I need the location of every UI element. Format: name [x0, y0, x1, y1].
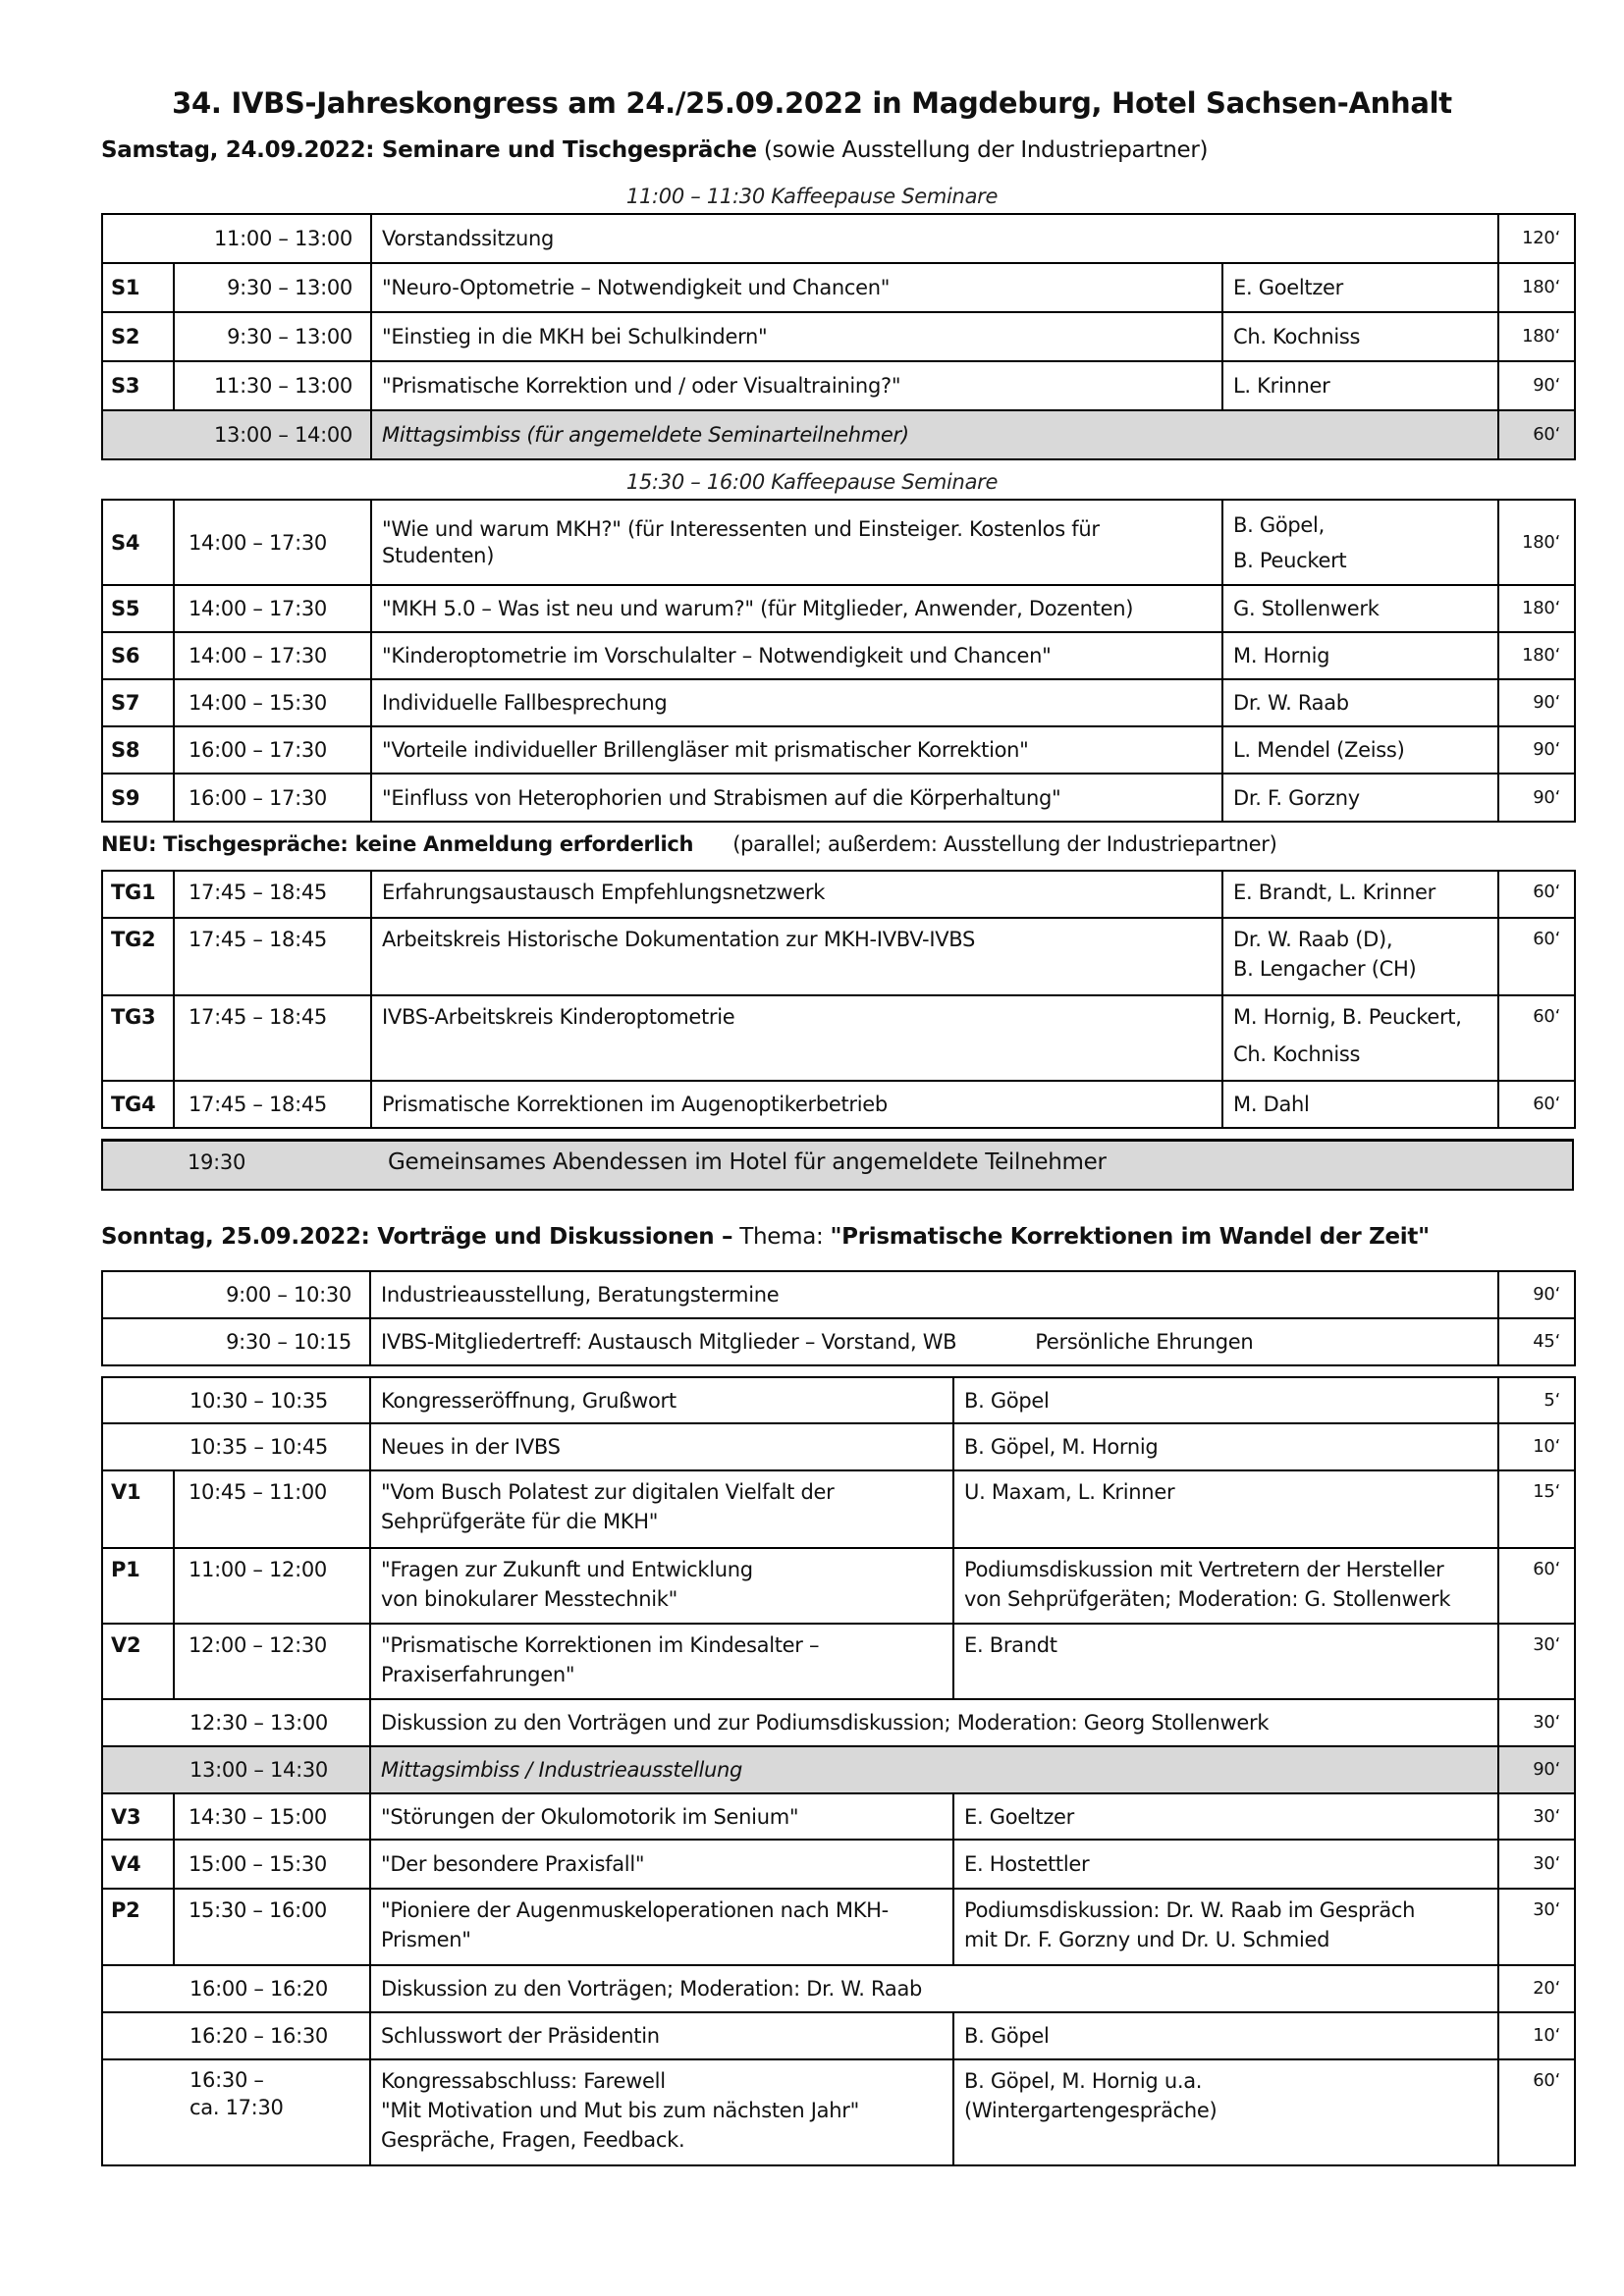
table-talks-table: [101, 870, 1576, 1129]
session-code: S8: [102, 726, 174, 774]
duration-cell: 180‘: [1498, 585, 1575, 632]
speaker-cell: G. Stollenwerk: [1222, 585, 1498, 632]
time-cell: 9:30 – 13:00: [174, 312, 371, 361]
speaker-line: von Sehprüfgeräten; Moderation: G. Stollenwerk: [964, 1587, 1451, 1611]
table-row-lunch: [102, 410, 1575, 459]
time-cell: 9:00 – 10:30: [102, 1271, 370, 1318]
table-row: [102, 1423, 1575, 1470]
time-cell: 16:00 – 17:30: [174, 726, 371, 774]
title-cell: Industrieausstellung, Beratungstermine: [370, 1271, 1498, 1318]
speaker-line: B. Peuckert: [1233, 548, 1347, 572]
duration-cell: 5‘: [1498, 1377, 1575, 1423]
title-line: Sehprüfgeräte für die MKH": [381, 1510, 659, 1533]
speaker-cell: [1222, 1081, 1498, 1128]
sunday-heading-theme: "Prismatische Korrektionen im Wandel der Zeit": [830, 1224, 1430, 1250]
time-cell: 16:20 – 16:30: [102, 2012, 370, 2059]
title-cell: [370, 1470, 953, 1548]
duration-cell: 180‘: [1498, 263, 1575, 312]
table-row: [102, 726, 1575, 774]
sunday-heading: [101, 1224, 1430, 1250]
table-row: [102, 500, 1575, 585]
time-cell: 14:30 – 15:00: [174, 1793, 370, 1840]
title-line: Kongressabschluss: Farewell: [381, 2069, 666, 2093]
time-cell: 16:00 – 17:30: [174, 774, 371, 822]
table-row: [102, 2059, 1575, 2165]
speaker-cell: [1222, 995, 1498, 1081]
title-cell: Vorstandssitzung: [371, 214, 1498, 263]
speaker-cell: Dr. W. Raab: [1222, 679, 1498, 726]
session-code: TG4: [102, 1081, 174, 1128]
title-line: "Fragen zur Zukunft und Entwicklung: [381, 1558, 753, 1581]
time-cell: 12:30 – 13:00: [102, 1699, 370, 1746]
time-cell: 9:30 – 10:15: [102, 1318, 370, 1365]
speaker-line: Podiumsdiskussion: Dr. W. Raab im Gespräch: [964, 1898, 1416, 1922]
session-code: S3: [102, 361, 174, 410]
speaker-line: mit Dr. F. Gorzny und Dr. U. Schmied: [964, 1928, 1330, 1951]
speaker-cell: [953, 2059, 1498, 2165]
duration-cell: 30‘: [1498, 1889, 1575, 1965]
title-cell: "Der besondere Praxisfall": [370, 1840, 953, 1889]
title-cell: Prismatische Korrektionen im Augenoptikerbetrieb: [371, 1081, 1222, 1128]
table-talks-heading: [101, 832, 1277, 856]
time-cell: 14:00 – 17:30: [174, 632, 371, 679]
session-code: S4: [102, 500, 174, 585]
time-line: 16:30 –: [189, 2068, 264, 2092]
speaker-cell: M. Hornig: [1222, 632, 1498, 679]
session-code: S6: [102, 632, 174, 679]
title-cell: "Neuro-Optometrie – Notwendigkeit und Chancen": [371, 263, 1222, 312]
time-cell: 10:45 – 11:00: [174, 1470, 370, 1548]
speaker-cell: Dr. F. Gorzny: [1222, 774, 1498, 822]
speaker-line: Dr. W. Raab (D),: [1233, 928, 1393, 951]
duration-cell: 30‘: [1498, 1793, 1575, 1840]
speaker-cell: [1222, 871, 1498, 918]
time-cell: 17:45 – 18:45: [174, 871, 371, 918]
table-row: [102, 2012, 1575, 2059]
duration-cell: 90‘: [1498, 361, 1575, 410]
table-row: [102, 1081, 1575, 1128]
time-cell: 14:00 – 15:30: [174, 679, 371, 726]
duration-cell: 60‘: [1498, 1548, 1575, 1624]
title-line: "Pioniere der Augenmuskeloperationen nach MKH-: [381, 1898, 889, 1922]
time-cell: 15:30 – 16:00: [174, 1889, 370, 1965]
title-cell: Erfahrungsaustausch Empfehlungsnetzwerk: [371, 871, 1222, 918]
time-cell: 12:00 – 12:30: [174, 1624, 370, 1699]
time-cell: 14:00 – 17:30: [174, 500, 371, 585]
title-cell: "MKH 5.0 – Was ist neu und warum?" (für Mitglieder, Anwender, Dozenten): [371, 585, 1222, 632]
table-row: [102, 1840, 1575, 1889]
table-row: [102, 1470, 1575, 1548]
title-line: Praxiserfahrungen": [381, 1663, 575, 1686]
saturday-seminar-table-2: [101, 499, 1576, 823]
title-cell: "Prismatische Korrektion und / oder Visualtraining?": [371, 361, 1222, 410]
table-row: [102, 1271, 1575, 1318]
sunday-morning-table: [101, 1270, 1576, 1366]
title-cell: Kongresseröffnung, Grußwort: [370, 1377, 953, 1423]
speaker-cell: B. Göpel, M. Hornig: [953, 1423, 1498, 1470]
speaker-line: B. Göpel,: [1233, 512, 1325, 537]
time-cell: 11:00 – 13:00: [102, 214, 371, 263]
duration-cell: 30‘: [1498, 1840, 1575, 1889]
session-code: TG2: [102, 918, 174, 995]
table-row: [102, 1699, 1575, 1746]
saturday-seminar-table-1: [101, 213, 1576, 460]
session-code: TG1: [102, 871, 174, 918]
speaker-cell: E. Hostettler: [953, 1840, 1498, 1889]
duration-cell: 90‘: [1498, 1746, 1575, 1793]
session-code: V3: [102, 1793, 174, 1840]
title-cell: [370, 1624, 953, 1699]
table-row: [102, 361, 1575, 410]
duration-cell: 10‘: [1498, 1423, 1575, 1470]
duration-cell: 90‘: [1498, 679, 1575, 726]
speaker-cell: Ch. Kochniss: [1222, 312, 1498, 361]
title-line: "Vom Busch Polatest zur digitalen Vielfalt der: [381, 1480, 835, 1504]
title-cell: Neues in der IVBS: [370, 1423, 953, 1470]
time-cell: 10:30 – 10:35: [102, 1377, 370, 1423]
speaker-line: Ch. Kochniss: [1233, 1042, 1361, 1066]
title-cell: [370, 2059, 953, 2165]
title-cell: Diskussion zu den Vorträgen und zur Podiumsdiskussion; Moderation: Georg Stollenwerk: [370, 1699, 1498, 1746]
duration-cell: 30‘: [1498, 1699, 1575, 1746]
table-row: [102, 632, 1575, 679]
title-cell: Individuelle Fallbesprechung: [371, 679, 1222, 726]
speaker-line: M. Hornig, B. Peuckert,: [1233, 1005, 1462, 1029]
time-line: ca. 17:30: [189, 2096, 284, 2119]
title-cell: Mittagsimbiss / Industrieausstellung: [370, 1746, 1498, 1793]
table-row: [102, 1624, 1575, 1699]
table-row: [102, 1793, 1575, 1840]
time-cell: 17:45 – 18:45: [174, 995, 371, 1081]
duration-cell: 60‘: [1498, 1081, 1575, 1128]
time-cell: 11:00 – 12:00: [174, 1548, 370, 1624]
duration-cell: 10‘: [1498, 2012, 1575, 2059]
table-row: [102, 1548, 1575, 1624]
dinner-title: Gemeinsames Abendessen im Hotel für angemeldete Teilnehmer: [388, 1149, 1107, 1175]
title-line: von binokularer Messtechnik": [381, 1587, 678, 1611]
session-code: S5: [102, 585, 174, 632]
speaker-cell: E. Brandt: [953, 1624, 1498, 1699]
speaker-cell: E. Goeltzer: [1222, 263, 1498, 312]
duration-cell: 180‘: [1498, 632, 1575, 679]
session-code: P2: [102, 1889, 174, 1965]
speaker-line: M. Dahl: [1233, 1093, 1310, 1116]
session-code: S1: [102, 263, 174, 312]
title-cell: "Einstieg in die MKH bei Schulkindern": [371, 312, 1222, 361]
title-cell: IVBS-Arbeitskreis Kinderoptometrie: [371, 995, 1222, 1081]
duration-cell: 60‘: [1498, 871, 1575, 918]
saturday-heading-note: (sowie Ausstellung der Industriepartner): [756, 137, 1209, 163]
duration-cell: 45‘: [1498, 1318, 1575, 1365]
title-cell: "Wie und warum MKH?" (für Interessenten und Einsteiger. Kostenlos für Studenten): [371, 500, 1222, 585]
time-cell: 17:45 – 18:45: [174, 1081, 371, 1128]
title-cell: Diskussion zu den Vorträgen; Moderation: Dr. W. Raab: [370, 1965, 1498, 2012]
speaker-line: (Wintergartengespräche): [964, 2099, 1218, 2122]
table-talks-heading-note: (parallel; außerdem: Ausstellung der Industriepartner): [732, 832, 1277, 856]
coffee-break-caption-1: 11:00 – 11:30 Kaffeepause Seminare: [625, 185, 999, 208]
title-cell: Schlusswort der Präsidentin: [370, 2012, 953, 2059]
session-code: TG3: [102, 995, 174, 1081]
sunday-lecture-table: [101, 1376, 1576, 2166]
time-cell: 9:30 – 13:00: [174, 263, 371, 312]
session-code: V4: [102, 1840, 174, 1889]
session-code: P1: [102, 1548, 174, 1624]
title-cell: Arbeitskreis Historische Dokumentation zur MKH-IVBV-IVBS: [371, 918, 1222, 995]
saturday-heading-bold: Samstag, 24.09.2022: Seminare und Tischgespräche: [101, 137, 757, 163]
table-row: [102, 263, 1575, 312]
session-code: S7: [102, 679, 174, 726]
table-row: [102, 871, 1575, 918]
duration-cell: 90‘: [1498, 726, 1575, 774]
time-cell: 17:45 – 18:45: [174, 918, 371, 995]
speaker-cell: [953, 1889, 1498, 1965]
time-cell: 15:00 – 15:30: [174, 1840, 370, 1889]
title-cell: "Kinderoptometrie im Vorschulalter – Notwendigkeit und Chancen": [371, 632, 1222, 679]
speaker-line: B. Lengacher (CH): [1233, 957, 1417, 981]
title-text: IVBS-Mitgliedertreff: Austausch Mitglieder – Vorstand, WB: [381, 1330, 957, 1354]
title-line: "Prismatische Korrektionen im Kindesalter –: [381, 1633, 820, 1657]
duration-cell: 60‘: [1498, 995, 1575, 1081]
duration-cell: 60‘: [1498, 410, 1575, 459]
time-cell: 13:00 – 14:30: [102, 1746, 370, 1793]
duration-cell: 60‘: [1498, 918, 1575, 995]
session-code: V2: [102, 1624, 174, 1699]
duration-cell: 180‘: [1498, 500, 1575, 585]
table-row: [102, 214, 1575, 263]
time-cell: [102, 2059, 370, 2165]
duration-cell: 120‘: [1498, 214, 1575, 263]
table-row: [102, 679, 1575, 726]
speaker-line: E. Brandt, L. Krinner: [1233, 881, 1435, 904]
speaker-cell: E. Goeltzer: [953, 1793, 1498, 1840]
sunday-heading-bold: Sonntag, 25.09.2022: Vorträge und Diskussionen –: [101, 1224, 733, 1250]
time-cell: 11:30 – 13:00: [174, 361, 371, 410]
duration-cell: 20‘: [1498, 1965, 1575, 2012]
speaker-cell: L. Krinner: [1222, 361, 1498, 410]
session-code: S9: [102, 774, 174, 822]
duration-cell: 15‘: [1498, 1470, 1575, 1548]
table-row: [102, 312, 1575, 361]
table-talks-heading-bold: NEU: Tischgespräche: keine Anmeldung erforderlich: [101, 832, 694, 856]
session-code: V1: [102, 1470, 174, 1548]
speaker-line: B. Göpel, M. Hornig u.a.: [964, 2069, 1203, 2093]
time-cell: 16:00 – 16:20: [102, 1965, 370, 2012]
table-row: [102, 1377, 1575, 1423]
extra-text: Persönliche Ehrungen: [1035, 1330, 1254, 1354]
speaker-cell: U. Maxam, L. Krinner: [953, 1470, 1498, 1548]
title-cell: "Vorteile individueller Brillengläser mit prismatischer Korrektion": [371, 726, 1222, 774]
time-cell: 13:00 – 14:00: [102, 410, 371, 459]
duration-cell: 180‘: [1498, 312, 1575, 361]
title-line: Prismen": [381, 1928, 471, 1951]
title-line: "Mit Motivation und Mut bis zum nächsten Jahr": [381, 2099, 859, 2122]
speaker-cell: [953, 1548, 1498, 1624]
duration-cell: 30‘: [1498, 1624, 1575, 1699]
title-cell: [370, 1889, 953, 1965]
page-title: 34. IVBS-Jahreskongress am 24./25.09.2022 in Magdeburg, Hotel Sachsen-Anhalt: [172, 86, 1452, 120]
table-row: [102, 585, 1575, 632]
speaker-cell: [1222, 918, 1498, 995]
table-row: [102, 774, 1575, 822]
sunday-heading-label: Thema:: [732, 1224, 831, 1250]
coffee-break-caption-2: 15:30 – 16:00 Kaffeepause Seminare: [625, 470, 999, 494]
table-row-lunch: [102, 1746, 1575, 1793]
dinner-row: [101, 1139, 1574, 1191]
duration-cell: 90‘: [1498, 1271, 1575, 1318]
speaker-cell: B. Göpel: [953, 1377, 1498, 1423]
table-row: [102, 1965, 1575, 2012]
title-cell: Mittagsimbiss (für angemeldete Seminarteilnehmer): [371, 410, 1498, 459]
table-row: [102, 918, 1575, 995]
table-row: [102, 1318, 1575, 1365]
duration-cell: 90‘: [1498, 774, 1575, 822]
time-cell: 14:00 – 17:30: [174, 585, 371, 632]
title-cell: [370, 1548, 953, 1624]
table-row: [102, 995, 1575, 1081]
speaker-cell: B. Göpel: [953, 2012, 1498, 2059]
title-cell: [370, 1318, 1498, 1365]
saturday-heading: [101, 137, 1208, 163]
speaker-cell: [1222, 500, 1498, 585]
title-cell: "Einfluss von Heterophorien und Strabismen auf die Körperhaltung": [371, 774, 1222, 822]
duration-cell: 60‘: [1498, 2059, 1575, 2165]
session-code: S2: [102, 312, 174, 361]
dinner-time: 19:30: [188, 1150, 246, 1174]
title-line: Gespräche, Fragen, Feedback.: [381, 2128, 685, 2152]
title-cell: "Störungen der Okulomotorik im Senium": [370, 1793, 953, 1840]
table-row: [102, 1889, 1575, 1965]
speaker-cell: L. Mendel (Zeiss): [1222, 726, 1498, 774]
speaker-line: Podiumsdiskussion mit Vertretern der Hersteller: [964, 1558, 1444, 1581]
time-cell: 10:35 – 10:45: [102, 1423, 370, 1470]
